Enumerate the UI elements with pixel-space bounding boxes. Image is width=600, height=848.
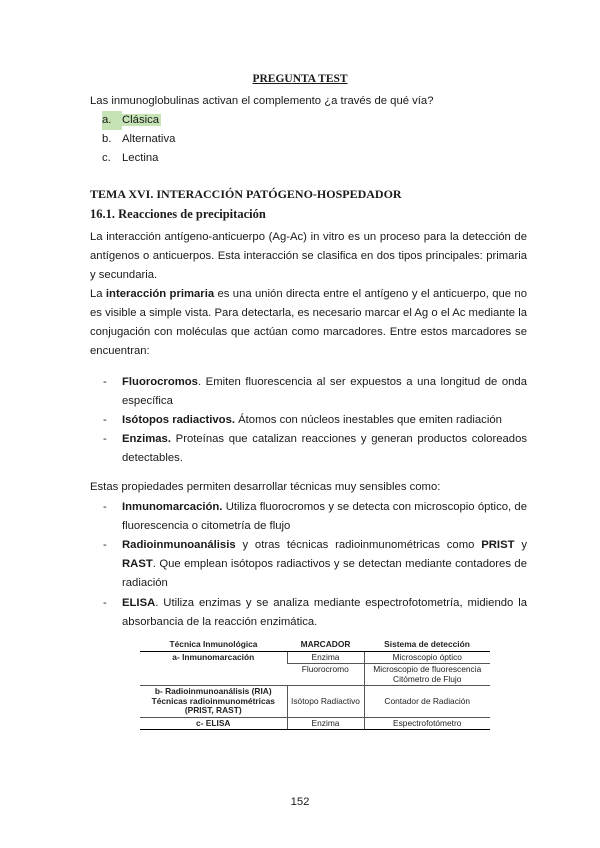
paragraph-intro: La interacción antígeno-anticuerpo (Ag-Ac) in vitro es un proceso para la detección de antígenos o anticuerpos. Esta interacción se clasifica en dos tipos principales: primaria y secundaria. [90, 231, 527, 281]
table-row [140, 651, 490, 664]
text: Proteínas que catalizan reacciones y generan productos coloreados detectables. [122, 433, 527, 464]
table-cell: Microscopio de fluorescencia Citómetro de Flujo [364, 664, 490, 686]
text: Utiliza fluorocromos y se detecta con microscopio óptico, de fluorescencia o citometría de flujo [122, 501, 527, 532]
table-row [140, 686, 490, 718]
table-cell: Contador de Radiación [364, 686, 490, 718]
text: y [514, 539, 527, 551]
table-cell: Enzima [287, 651, 364, 664]
chapter-heading: TEMA XVI. INTERACCIÓN PATÓGENO-HOSPEDADOR [90, 187, 402, 201]
table-cell: Fluorocromo [287, 664, 364, 686]
bold-term: Fluorocromos [122, 376, 198, 388]
option-marker: b. [102, 133, 112, 145]
bold-term: Isótopos radiactivos. [122, 414, 235, 426]
bullet-dash: - [103, 414, 107, 426]
text: . Que emplean isótopos radiactivos y se detectan mediante contadores de radiación [122, 558, 527, 589]
technique-item [103, 498, 527, 536]
bullet-dash: - [103, 597, 107, 609]
test-question: Las inmunoglobulinas activan el complemento ¿a través de qué vía? [90, 95, 434, 107]
paragraph-techniques: Estas propiedades permiten desarrollar técnicas muy sensibles como: [90, 481, 441, 493]
option-c [102, 149, 158, 168]
option-text: Lectina [122, 152, 159, 164]
option-b [102, 130, 175, 149]
techniques-table [140, 639, 490, 730]
option-a [102, 111, 161, 130]
bold-term: Enzimas. [122, 433, 171, 445]
option-marker: c. [102, 152, 111, 164]
option-marker: a. [102, 111, 122, 130]
technique-item [103, 594, 527, 632]
table-cell: Isótopo Radiactivo [287, 686, 364, 718]
text: Átomos con núcleos inestables que emiten radiación [235, 414, 502, 426]
text: y otras técnicas radioinmunométricas como [235, 539, 482, 551]
text: La [90, 288, 106, 300]
bullet-dash: - [103, 376, 107, 388]
table-header-row [140, 639, 490, 651]
technique-item [103, 536, 527, 593]
table-cell: Enzima [287, 717, 364, 730]
table-header: Sistema de detección [364, 639, 490, 651]
bullet-dash: - [103, 501, 107, 513]
test-title: PREGUNTA TEST [252, 73, 348, 85]
table-cell: Espectrofotómetro [364, 717, 490, 730]
table-cell: a- Inmunomarcación [140, 651, 287, 686]
marker-item [103, 373, 527, 411]
bullet-dash: - [103, 433, 107, 445]
marker-item [103, 430, 527, 468]
bold-term: PRIST [481, 539, 515, 551]
text: . Utiliza enzimas y se analiza mediante espectrofotometría, midiendo la absorbancia de la reacción enzimática. [122, 597, 527, 628]
bullet-dash: - [103, 539, 107, 551]
table-cell: b- Radioinmunoanálisis (RIA) Técnicas radioinmunométricas (PRIST, RAST) [140, 686, 287, 718]
bold-term: Radioinmunoanálisis [122, 539, 236, 551]
marker-item [103, 411, 527, 430]
option-text: Clásica [122, 114, 160, 126]
table-header: MARCADOR [287, 639, 364, 651]
table-cell: c- ELISA [140, 717, 287, 730]
bold-term: RAST [122, 558, 153, 570]
page-number: 152 [290, 796, 310, 808]
text: . Emiten fluorescencia al ser expuestos a una longitud de onda específica [122, 376, 527, 407]
text: es una unión directa entre el antígeno y el anticuerpo, que no es visible a simple vista. Para detectarla, es necesario marcar el Ag o el Ac mediante la conjugación con moléculas que actúan como marcadores. Entre estos marcadores se encuentran: [90, 288, 527, 357]
table-row [140, 717, 490, 730]
bold-term: Inmunomarcación. [122, 501, 223, 513]
bold-term: interacción primaria [105, 288, 215, 300]
paragraph-primary [90, 285, 527, 361]
table-cell: Microscopio óptico [364, 651, 490, 664]
table-header: Técnica Inmunológica [140, 639, 287, 651]
bold-term: ELISA [122, 597, 156, 609]
option-text: Alternativa [122, 133, 176, 145]
section-heading: 16.1. Reacciones de precipitación [90, 207, 266, 221]
